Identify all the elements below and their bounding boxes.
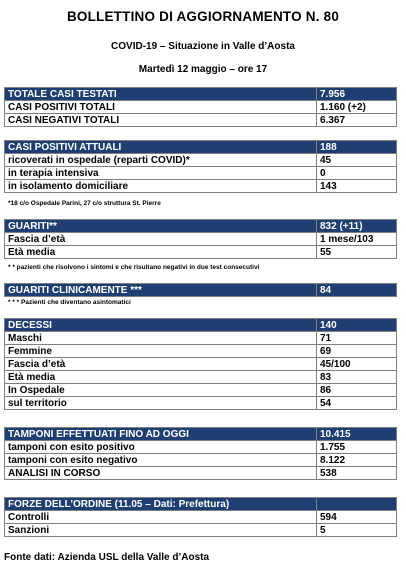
table-decessi [4,318,397,410]
row-label: CASI POSITIVI ATTUALI [5,141,317,154]
table-row [5,233,397,246]
note-ricoveri: *18 c/o Ospedale Parini, 27 c/o struttura St. Pierre [8,200,161,207]
row-value: 55 [317,246,397,259]
table-row [5,154,397,167]
row-value: 10.415 [317,428,397,441]
row-value: 71 [317,332,397,345]
row-label: GUARITI** [5,220,317,233]
row-value [317,498,397,511]
row-label: tamponi con esito negativo [5,454,317,467]
row-label: ricoverati in ospedale (reparti COVID)* [5,154,317,167]
table-row [5,511,397,524]
row-label: Fascia d’età [5,233,317,246]
table-positivi-attuali [4,140,397,193]
table-row [5,441,397,454]
row-value: 86 [317,384,397,397]
row-value: 69 [317,345,397,358]
note-guariti: * * pazienti che risolvono i sintomi e che risultano negativi in due test consecutivi [8,264,260,271]
table-row [5,114,397,127]
row-value: 832 (+11) [317,220,397,233]
row-label: Sanzioni [5,524,317,537]
row-value: 1.755 [317,441,397,454]
row-label: Età media [5,246,317,259]
row-value: 84 [317,284,397,297]
row-label: tamponi con esito positivo [5,441,317,454]
row-value: 0 [317,167,397,180]
row-value: 7.956 [317,88,397,101]
table-row [5,384,397,397]
table-row [5,397,397,410]
table-header-row [5,220,397,233]
table-header-row [5,319,397,332]
row-value: 54 [317,397,397,410]
row-label: TOTALE CASI TESTATI [5,88,317,101]
table-row [5,332,397,345]
row-label: sul territorio [5,397,317,410]
table-row [5,345,397,358]
table-row [5,371,397,384]
row-value: 143 [317,180,397,193]
row-label: in terapia intensiva [5,167,317,180]
source-note: Fonte dati: Azienda USL della Valle d’Aosta [4,552,210,563]
row-value: 45 [317,154,397,167]
table-header-row [5,141,397,154]
table-row [5,246,397,259]
table-header-row [5,88,397,101]
row-value: 83 [317,371,397,384]
row-label: ANALISI IN CORSO [5,467,317,480]
table-forze-ordine [4,497,397,537]
row-label: DECESSI [5,319,317,332]
table-guariti [4,219,397,259]
table-header-row [5,284,397,297]
table-row [5,180,397,193]
row-label: Fascia d’età [5,358,317,371]
row-value: 6.367 [317,114,397,127]
row-value: 1 mese/103 [317,233,397,246]
row-label: Controlli [5,511,317,524]
table-header-row [5,498,397,511]
bulletin-date: Martedì 12 maggio – ore 17 [138,64,268,75]
row-value: 140 [317,319,397,332]
row-value: 45/100 [317,358,397,371]
table-guariti-clinicamente [4,283,397,297]
row-value: 1.160 (+2) [317,101,397,114]
row-label: CASI POSITIVI TOTALI [5,101,317,114]
row-label: TAMPONI EFFETTUATI FINO AD OGGI [5,428,317,441]
row-value: 188 [317,141,397,154]
table-header-row [5,428,397,441]
table-casi-testati [4,87,397,127]
table-row [5,524,397,537]
bulletin-title: BOLLETTINO DI AGGIORNAMENTO N. 80 [66,9,340,24]
table-row [5,167,397,180]
row-value: 8.122 [317,454,397,467]
table-tamponi [4,427,397,480]
table-row [5,454,397,467]
row-label: CASI NEGATIVI TOTALI [5,114,317,127]
row-value: 538 [317,467,397,480]
row-label: Maschi [5,332,317,345]
table-row [5,101,397,114]
row-label: In Ospedale [5,384,317,397]
row-label: GUARITI CLINICAMENTE *** [5,284,317,297]
row-label: in isolamento domiciliare [5,180,317,193]
table-row [5,358,397,371]
note-clinici: * * * Pazienti che diventano asintomatici [8,299,131,306]
row-label: FORZE DELL’ORDINE (11.05 – Dati: Prefettura) [5,498,317,511]
row-label: Età media [5,371,317,384]
row-value: 5 [317,524,397,537]
row-label: Femmine [5,345,317,358]
row-value: 594 [317,511,397,524]
bulletin-subtitle: COVID-19 – Situazione in Valle d’Aosta [111,41,295,52]
table-row [5,467,397,480]
